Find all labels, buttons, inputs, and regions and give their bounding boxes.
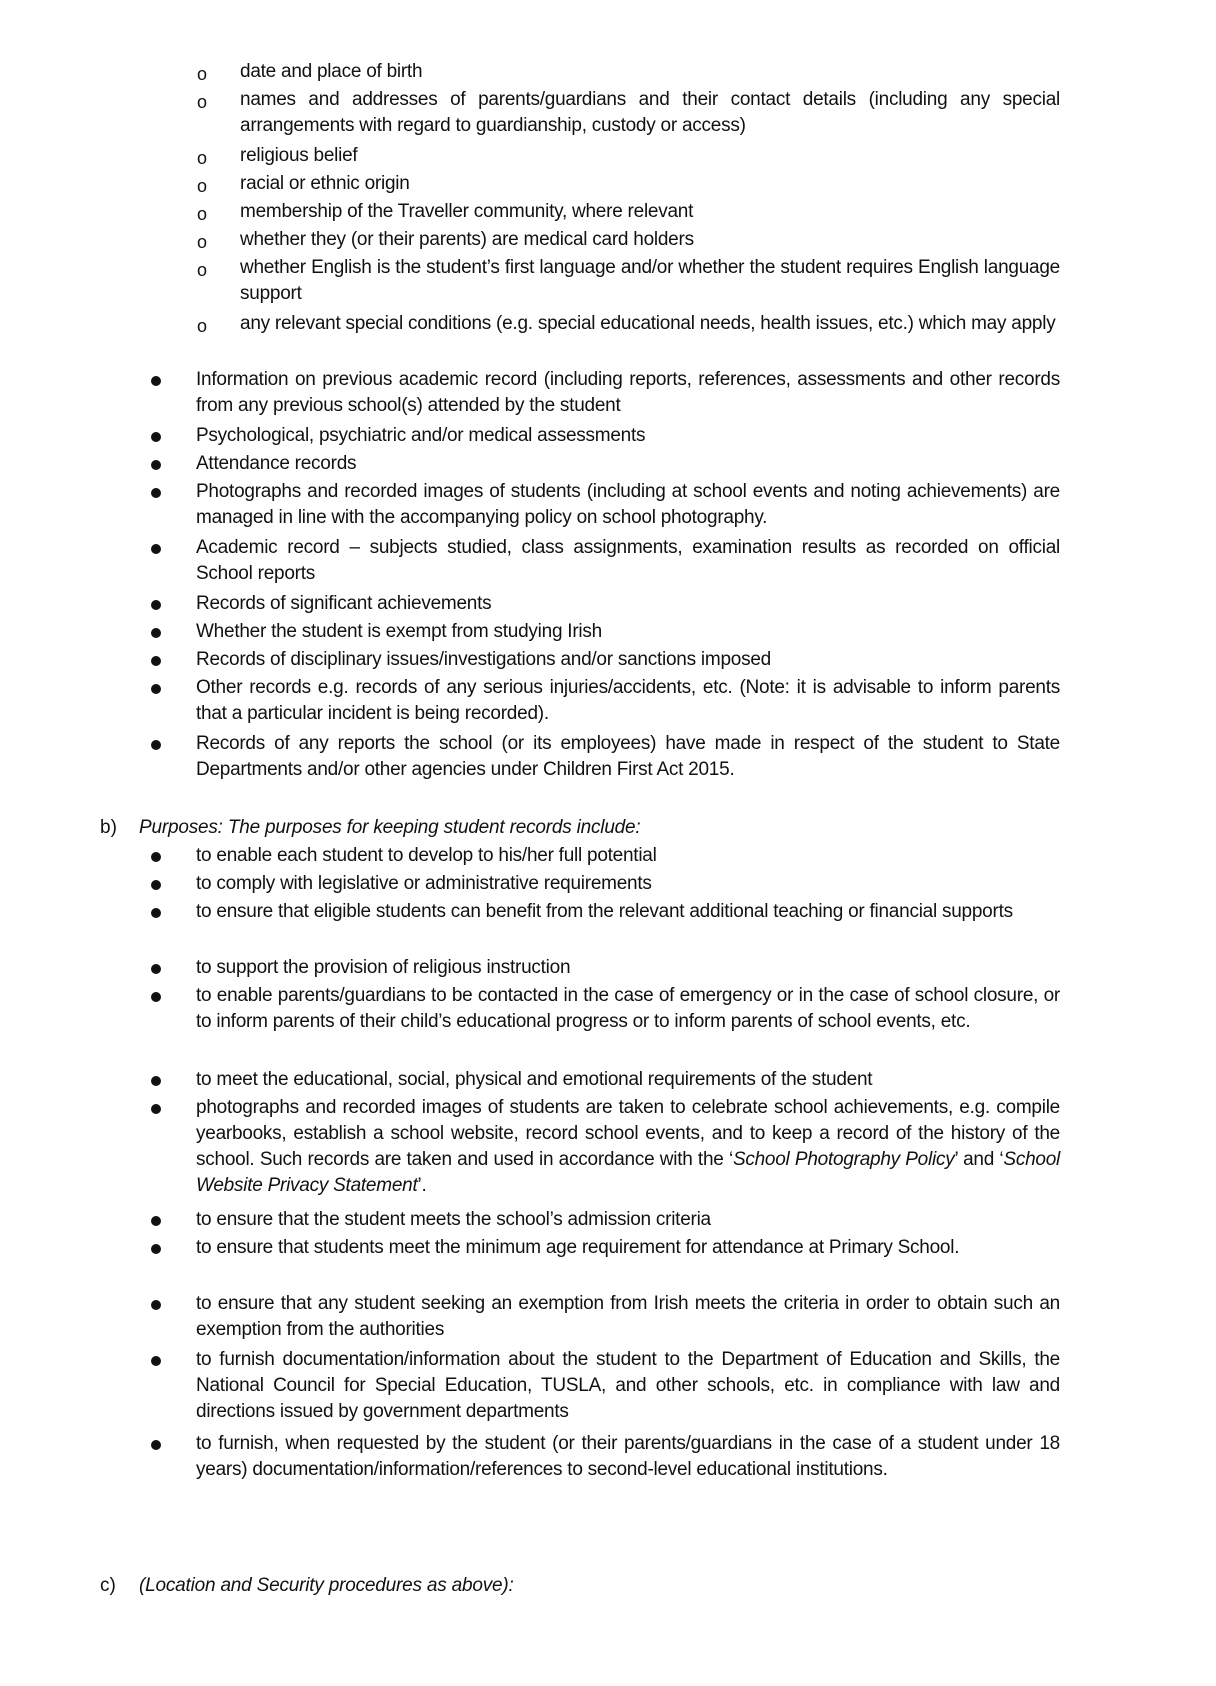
list-item-text: religious belief bbox=[240, 145, 358, 166]
circle-bullet-icon: o bbox=[197, 64, 208, 84]
list-item-text: Information on previous academic record (including reports, references, assessments and other records from any previous school(s) attended by the student bbox=[196, 369, 1060, 416]
list-item-text: Records of any reports the school (or its employees) have made in respect of the student to State Departments and/or other agencies under Children First Act 2015. bbox=[196, 733, 1060, 780]
bullet-icon bbox=[151, 1356, 161, 1366]
circle-bullet-icon: o bbox=[197, 232, 208, 252]
bullet-icon bbox=[151, 656, 161, 666]
list-item-text: Psychological, psychiatric and/or medical assessments bbox=[196, 425, 646, 446]
section-title: Purposes: The purposes for keeping student records include: bbox=[139, 817, 641, 838]
list-item-text: to furnish, when requested by the student (or their parents/guardians in the case of a student under 18 years) documentation/information/references to second-level educational institutions. bbox=[196, 1433, 1060, 1480]
section-b-heading bbox=[0, 815, 1216, 841]
list-item-text: Records of disciplinary issues/investigations and/or sanctions imposed bbox=[196, 649, 771, 670]
list-item-text: to ensure that any student seeking an exemption from Irish meets the criteria in order to obtain such an exemption from the authorities bbox=[196, 1293, 1060, 1340]
policy-title: School Photography Policy bbox=[732, 1149, 955, 1170]
circle-bullet-icon: o bbox=[197, 316, 208, 336]
bullet-icon bbox=[151, 1216, 161, 1226]
bullet-icon bbox=[151, 600, 161, 610]
list-item-text: to enable each student to develop to his/her full potential bbox=[196, 845, 657, 866]
bullet-icon bbox=[151, 1300, 161, 1310]
list-item-text: racial or ethnic origin bbox=[240, 173, 410, 194]
circle-bullet-icon: o bbox=[197, 204, 208, 224]
text-run: photographs and recorded images of students are taken to celebrate school achievements, e.g. compile yearbooks, establish a school website, record school events, and to keep a record of the history of the school. Such records are taken and used in accordance with the ‘ bbox=[196, 1097, 1060, 1170]
list-item-text: whether they (or their parents) are medical card holders bbox=[240, 229, 694, 250]
list-item-text: Photographs and recorded images of students (including at school events and noting achievements) are managed in line with the accompanying policy on school photography. bbox=[196, 481, 1060, 528]
bullet-icon bbox=[151, 852, 161, 862]
circle-bullet-icon: o bbox=[197, 260, 208, 280]
bullet-icon bbox=[151, 964, 161, 974]
list-item-text: membership of the Traveller community, where relevant bbox=[240, 201, 694, 222]
text-run: ’ and ‘ bbox=[954, 1149, 1004, 1170]
list-item-text: whether English is the student’s first language and/or whether the student requires English language support bbox=[240, 257, 1060, 304]
bullet-icon bbox=[151, 488, 161, 498]
bullet-icon bbox=[151, 880, 161, 890]
bullet-icon bbox=[151, 992, 161, 1002]
bullet-icon bbox=[151, 684, 161, 694]
list-item-text: Records of significant achievements bbox=[196, 593, 492, 614]
bullet-icon bbox=[151, 1244, 161, 1254]
list-item-text: to ensure that students meet the minimum age requirement for attendance at Primary School. bbox=[196, 1237, 960, 1258]
circle-bullet-icon: o bbox=[197, 148, 208, 168]
bullet-icon bbox=[151, 908, 161, 918]
list-item-text: Academic record – subjects studied, class assignments, examination results as recorded on official School reports bbox=[196, 537, 1060, 584]
list-item-text: Attendance records bbox=[196, 453, 357, 474]
circle-bullet-icon: o bbox=[197, 176, 208, 196]
list-item-text: to meet the educational, social, physical and emotional requirements of the student bbox=[196, 1069, 873, 1090]
section-label: c) bbox=[100, 1575, 116, 1596]
text-run: ’. bbox=[417, 1175, 427, 1196]
list-item-text: Other records e.g. records of any serious injuries/accidents, etc. (Note: it is advisable to inform parents that a particular incident is being recorded). bbox=[196, 677, 1060, 724]
bullet-icon bbox=[151, 432, 161, 442]
list-item-text bbox=[196, 1095, 1060, 1199]
bullet-icon bbox=[151, 740, 161, 750]
list-item-text: to enable parents/guardians to be contacted in the case of emergency or in the case of school closure, or to inform parents of their child’s educational progress or to inform parents of school events, etc. bbox=[196, 985, 1060, 1032]
list-item-text: Whether the student is exempt from studying Irish bbox=[196, 621, 602, 642]
list-item-text: date and place of birth bbox=[240, 61, 423, 82]
bullet-icon bbox=[151, 376, 161, 386]
list-item-text: to furnish documentation/information about the student to the Department of Education and Skills, the National Council for Special Education, TUSLA, and other schools, etc. in compliance with law and directions issued by government departments bbox=[196, 1349, 1060, 1422]
list-item-text: any relevant special conditions (e.g. special educational needs, health issues, etc.) which may apply bbox=[240, 313, 1056, 334]
list-item-text: to comply with legislative or administrative requirements bbox=[196, 873, 652, 894]
section-c-heading bbox=[0, 1573, 1216, 1599]
bullet-icon bbox=[151, 544, 161, 554]
list-item-text: names and addresses of parents/guardians and their contact details (including any special arrangements with regard to guardianship, custody or access) bbox=[240, 89, 1060, 136]
bullet-icon bbox=[151, 460, 161, 470]
bullet-icon bbox=[151, 1104, 161, 1114]
section-label: b) bbox=[100, 817, 117, 838]
bullet-icon bbox=[151, 628, 161, 638]
list-item-text: to ensure that eligible students can benefit from the relevant additional teaching or financial supports bbox=[196, 901, 1013, 922]
bullet-icon bbox=[151, 1440, 161, 1450]
list-item-text: to ensure that the student meets the school’s admission criteria bbox=[196, 1209, 711, 1230]
circle-bullet-icon: o bbox=[197, 92, 208, 112]
list-item-text: to support the provision of religious instruction bbox=[196, 957, 571, 978]
section-title: (Location and Security procedures as above): bbox=[139, 1575, 514, 1596]
policy-title: School Website Privacy Statement bbox=[196, 1149, 1060, 1196]
bullet-icon bbox=[151, 1076, 161, 1086]
